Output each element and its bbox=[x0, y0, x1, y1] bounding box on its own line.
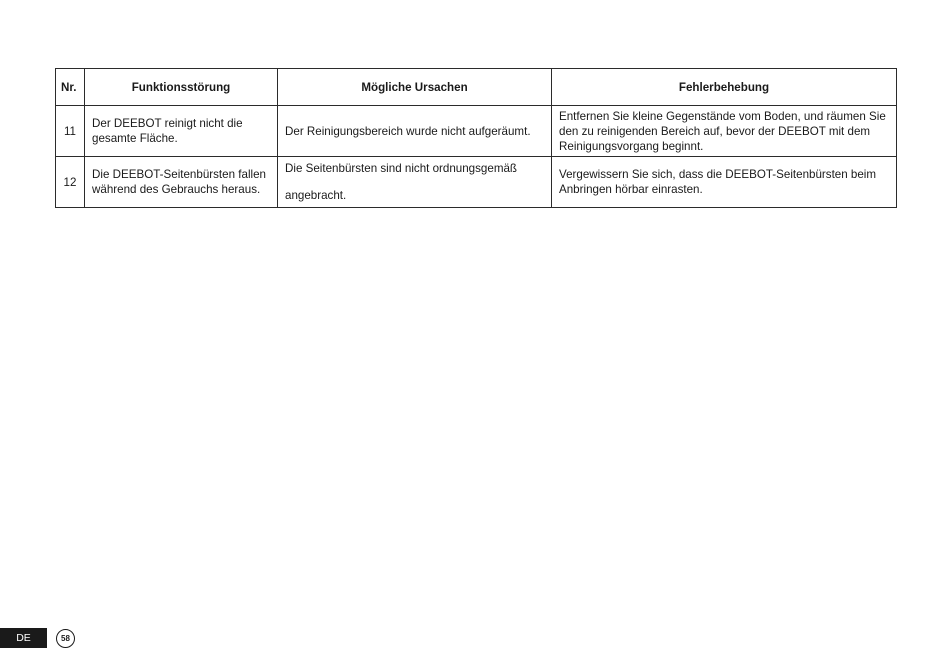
troubleshooting-table bbox=[55, 68, 897, 208]
header-causes: Mögliche Ursachen bbox=[278, 69, 552, 106]
page-footer bbox=[0, 628, 75, 648]
row-number: 12 bbox=[56, 157, 85, 208]
cause-line: Die Seitenbürsten sind nicht ordnungsgemäß bbox=[285, 162, 518, 175]
cause-cell: Der Reinigungsbereich wurde nicht aufgeräumt. bbox=[278, 106, 552, 157]
table-row bbox=[56, 157, 897, 208]
table-row bbox=[56, 106, 897, 157]
table-header-row bbox=[56, 69, 897, 106]
page-number: 58 bbox=[56, 629, 75, 648]
cause-cell bbox=[278, 157, 552, 208]
header-solution: Fehlerbehebung bbox=[552, 69, 897, 106]
malfunction-cell: Der DEEBOT reinigt nicht die gesamte Fläche. bbox=[85, 106, 278, 157]
solution-cell: Entfernen Sie kleine Gegenstände vom Boden, und räumen Sie den zu reinigenden Bereich auf, bevor der DEEBOT mit dem Reinigungsvorgang beginnt. bbox=[552, 106, 897, 157]
header-nr: Nr. bbox=[56, 69, 85, 106]
malfunction-cell: Die DEEBOT-Seitenbürsten fallen während des Gebrauchs heraus. bbox=[85, 157, 278, 208]
header-malfunction: Funktionsstörung bbox=[85, 69, 278, 106]
row-number: 11 bbox=[56, 106, 85, 157]
language-badge: DE bbox=[0, 628, 47, 648]
cause-line: angebracht. bbox=[285, 189, 347, 202]
solution-cell: Vergewissern Sie sich, dass die DEEBOT-Seitenbürsten beim Anbringen hörbar einrasten. bbox=[552, 157, 897, 208]
